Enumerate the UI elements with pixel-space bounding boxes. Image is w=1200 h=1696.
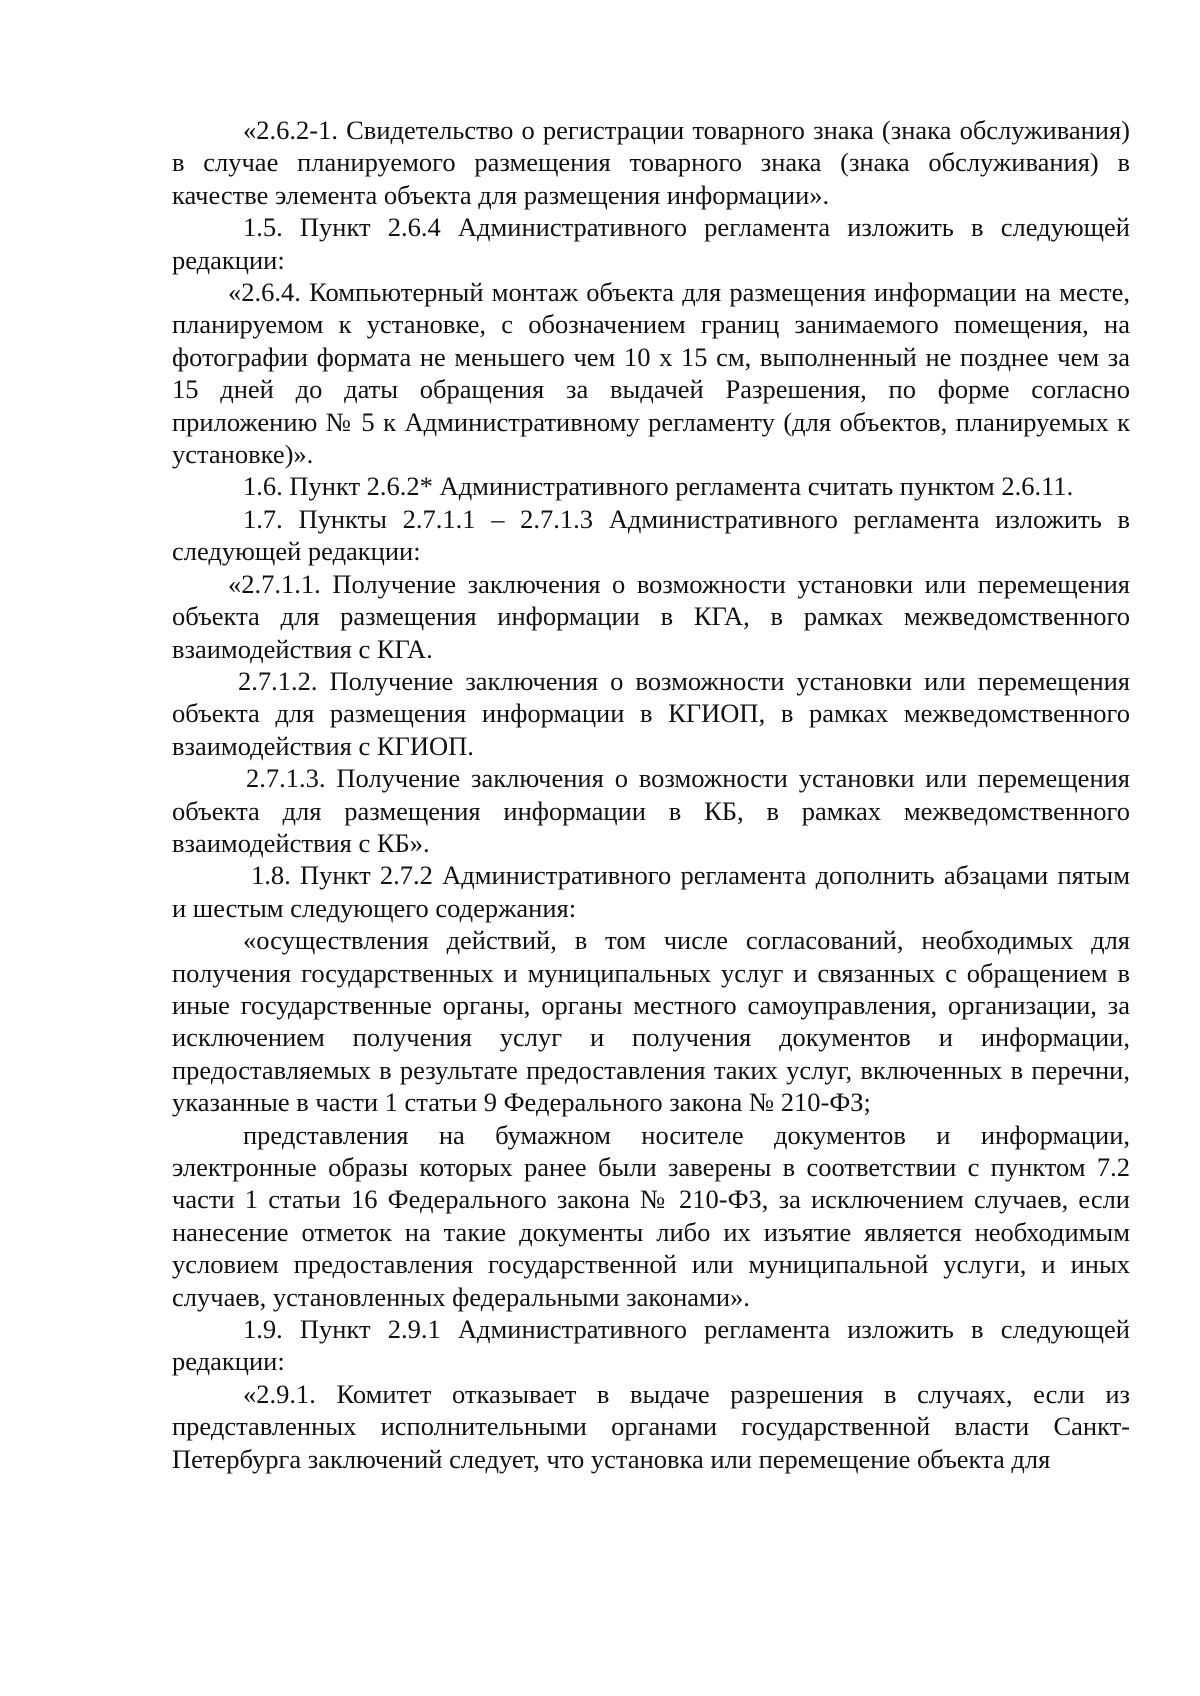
- paragraph-1-5: 1.5. Пункт 2.6.4 Административного регламента изложить в следующей редакции:: [172, 212, 1130, 275]
- paragraph-2-6-4: «2.6.4. Компьютерный монтаж объекта для размещения информации на месте, планируемом к установке, с обозначением границ занимаемого помещения, на фотографии формата не меньшего чем 10 х 15 см, выполненный не позднее чем за 15 дней до даты обращения за выдачей Разрешения, по форме согласно приложению № 5 к Административному регламенту (для объектов, планируемых к установке)».: [172, 277, 1130, 470]
- document-body: [172, 114, 1130, 1475]
- paragraph-1-7: 1.7. Пункты 2.7.1.1 – 2.7.1.3 Административного регламента изложить в следующей редакции:: [172, 503, 1130, 567]
- paragraph-1-8: 1.8. Пункт 2.7.2 Административного регламента дополнить абзацами пятым и шестым следующего содержания:: [172, 860, 1130, 923]
- paragraph-2-6-2-1: «2.6.2-1. Свидетельство о регистрации товарного знака (знака обслуживания) в случае планируемого размещения товарного знака (знака обслуживания) в качестве элемента объекта для размещения информации».: [172, 115, 1130, 210]
- paragraph-2-7-1-2: 2.7.1.2. Получение заключения о возможности установки или перемещения объекта для размещения информации в КГИОП, в рамках межведомственного взаимодействия с КГИОП.: [172, 665, 1130, 761]
- paragraph-2-7-1-3: 2.7.1.3. Получение заключения о возможности установки или перемещения объекта для размещения информации в КБ, в рамках межведомственного взаимодействия с КБ».: [172, 763, 1130, 858]
- paragraph-paper-documents: представления на бумажном носителе документов и информации, электронные образы которых ранее были заверены в соответствии с пунктом 7.2 части 1 статьи 16 Федерального закона № 210-ФЗ, за исключением случаев, если нанесение отметок на такие документы либо их изъятие является необходимым условием предоставления государственной или муниципальной услуги, и иных случаев, установленных федеральными законами».: [172, 1119, 1130, 1312]
- paragraph-quote-actions: «осуществления действий, в том числе согласований, необходимых для получения государственных и муниципальных услуг и связанных с обращением в иные государственные органы, органы местного самоуправления, организации, за исключением получения услуг и получения документов и информации, предоставляемых в результате предоставления таких услуг, включенных в перечни, указанные в части 1 статьи 9 Федерального закона № 210-ФЗ;: [172, 925, 1130, 1118]
- paragraph-2-9-1: «2.9.1. Комитет отказывает в выдаче разрешения в случаях, если из представленных исполнительными органами государственной власти Санкт-Петербурга заключений следует, что установка или перемещение объекта для: [172, 1378, 1130, 1474]
- paragraph-1-6: 1.6. Пункт 2.6.2* Административного регламента считать пунктом 2.6.11.: [243, 471, 1074, 502]
- paragraph-1-9: 1.9. Пункт 2.9.1 Административного регламента изложить в следующей редакции:: [172, 1314, 1130, 1377]
- paragraph-2-7-1-1: «2.7.1.1. Получение заключения о возможности установки или перемещения объекта для размещения информации в КГА, в рамках межведомственного взаимодействия с КГА.: [172, 568, 1130, 664]
